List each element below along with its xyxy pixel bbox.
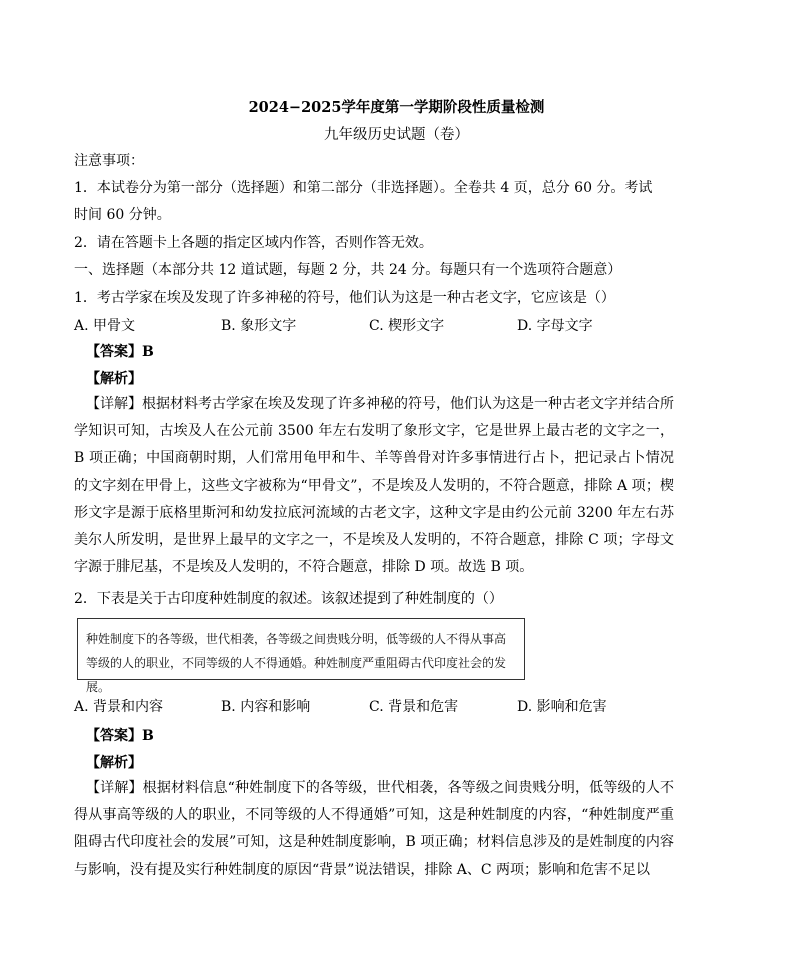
question-1-answer: 【答案】B [86, 344, 154, 360]
exam-title: 2024−2025学年度第一学期阶段性质量检测 [248, 99, 545, 116]
question-2-answer: 【答案】B [86, 728, 154, 744]
question-2-analysis-label: 【解析】 [86, 755, 142, 771]
question-2-option-d: D. 影响和危害 [517, 699, 607, 715]
question-2-option-a: A. 背景和内容 [74, 699, 164, 715]
notice-heading: 注意事项： [74, 153, 144, 169]
notice-item-1-line-1: 1．本试卷分为第一部分（选择题）和第二部分（非选择题）。全卷共 4 页，总分 60 分。考试 [74, 180, 653, 196]
notice-item-1-line-2: 时间 60 分钟。 [74, 207, 171, 223]
question-1-option-a: A. 甲骨文 [74, 318, 136, 334]
question-1-options [74, 315, 674, 335]
question-2-options [74, 696, 674, 716]
section-1-heading: 一、选择题（本部分共 12 道试题，每题 2 分，共 24 分。每题只有一个选项符合题意） [74, 262, 622, 278]
question-2-material-box: 种姓制度下的各等级，世代相袭，各等级之间贵贱分明，低等级的人不得从事高等级的人的职业，不同等级的人不得通婚。种姓制度严重阻碍古代印度社会的发展。 [77, 618, 525, 680]
question-1-stem: 1．考古学家在埃及发现了许多神秘的符号，他们认为这是一种古老文字，它应该是（） [74, 290, 615, 306]
question-1-option-c: C. 楔形文字 [369, 318, 445, 334]
question-1-option-d: D. 字母文字 [517, 318, 593, 334]
question-2-detail: 【详解】根据材料信息“种姓制度下的各等级，世代相袭，各等级之间贵贱分明，低等级的人不得从事高等级的人的职业，不同等级的人不得通婚”可知，这是种姓制度的内容，“种姓制度严重阻碍古代印度社会的发展”可知，这是种姓制度影响，B 项正确；材料信息涉及的是姓制度的内容与影响，没有提及实行种姓制度的原因“背景”说法错误，排除 A、C 两项；影响和危害不足以 [74, 780, 674, 878]
question-1-detail: 【详解】根据材料考古学家在埃及发现了许多神秘的符号，他们认为这是一种古老文字并结合所学知识可知，古埃及人在公元前 3500 年左右发明了象形文字，它是世界上最古老的文字之一，B 项正确；中国商朝时期，人们常用龟甲和牛、羊等兽骨对许多事情进行占卜，把记录占卜情况的文字刻在甲骨上，这些文字被称为“甲骨文”，不是埃及人发明的，不符合题意，排除 A 项；楔形文字是源于底格里斯河和幼发拉底河流域的古老文字，这种文字是由约公元前 3200 年左右苏美尔人所发明，是世界上最早的文字之一，不是埃及人发明的，不符合题意，排除 C 项；字母文字源于腓尼基，不是埃及人发明的，不符合题意，排除 D 项。故选 B 项。 [74, 396, 674, 576]
question-2-option-c: C. 背景和危害 [369, 699, 459, 715]
question-1-option-b: B. 象形文字 [221, 318, 297, 334]
question-2-stem: 2．下表是关于古印度种姓制度的叙述。该叙述提到了种姓制度的（） [74, 591, 503, 607]
exam-subtitle: 九年级历史试题（卷） [324, 127, 469, 143]
notice-item-2: 2．请在答题卡上各题的指定区域内作答，否则作答无效。 [74, 235, 433, 251]
question-1-analysis-label: 【解析】 [86, 371, 142, 387]
question-2-option-b: B. 内容和影响 [221, 699, 311, 715]
